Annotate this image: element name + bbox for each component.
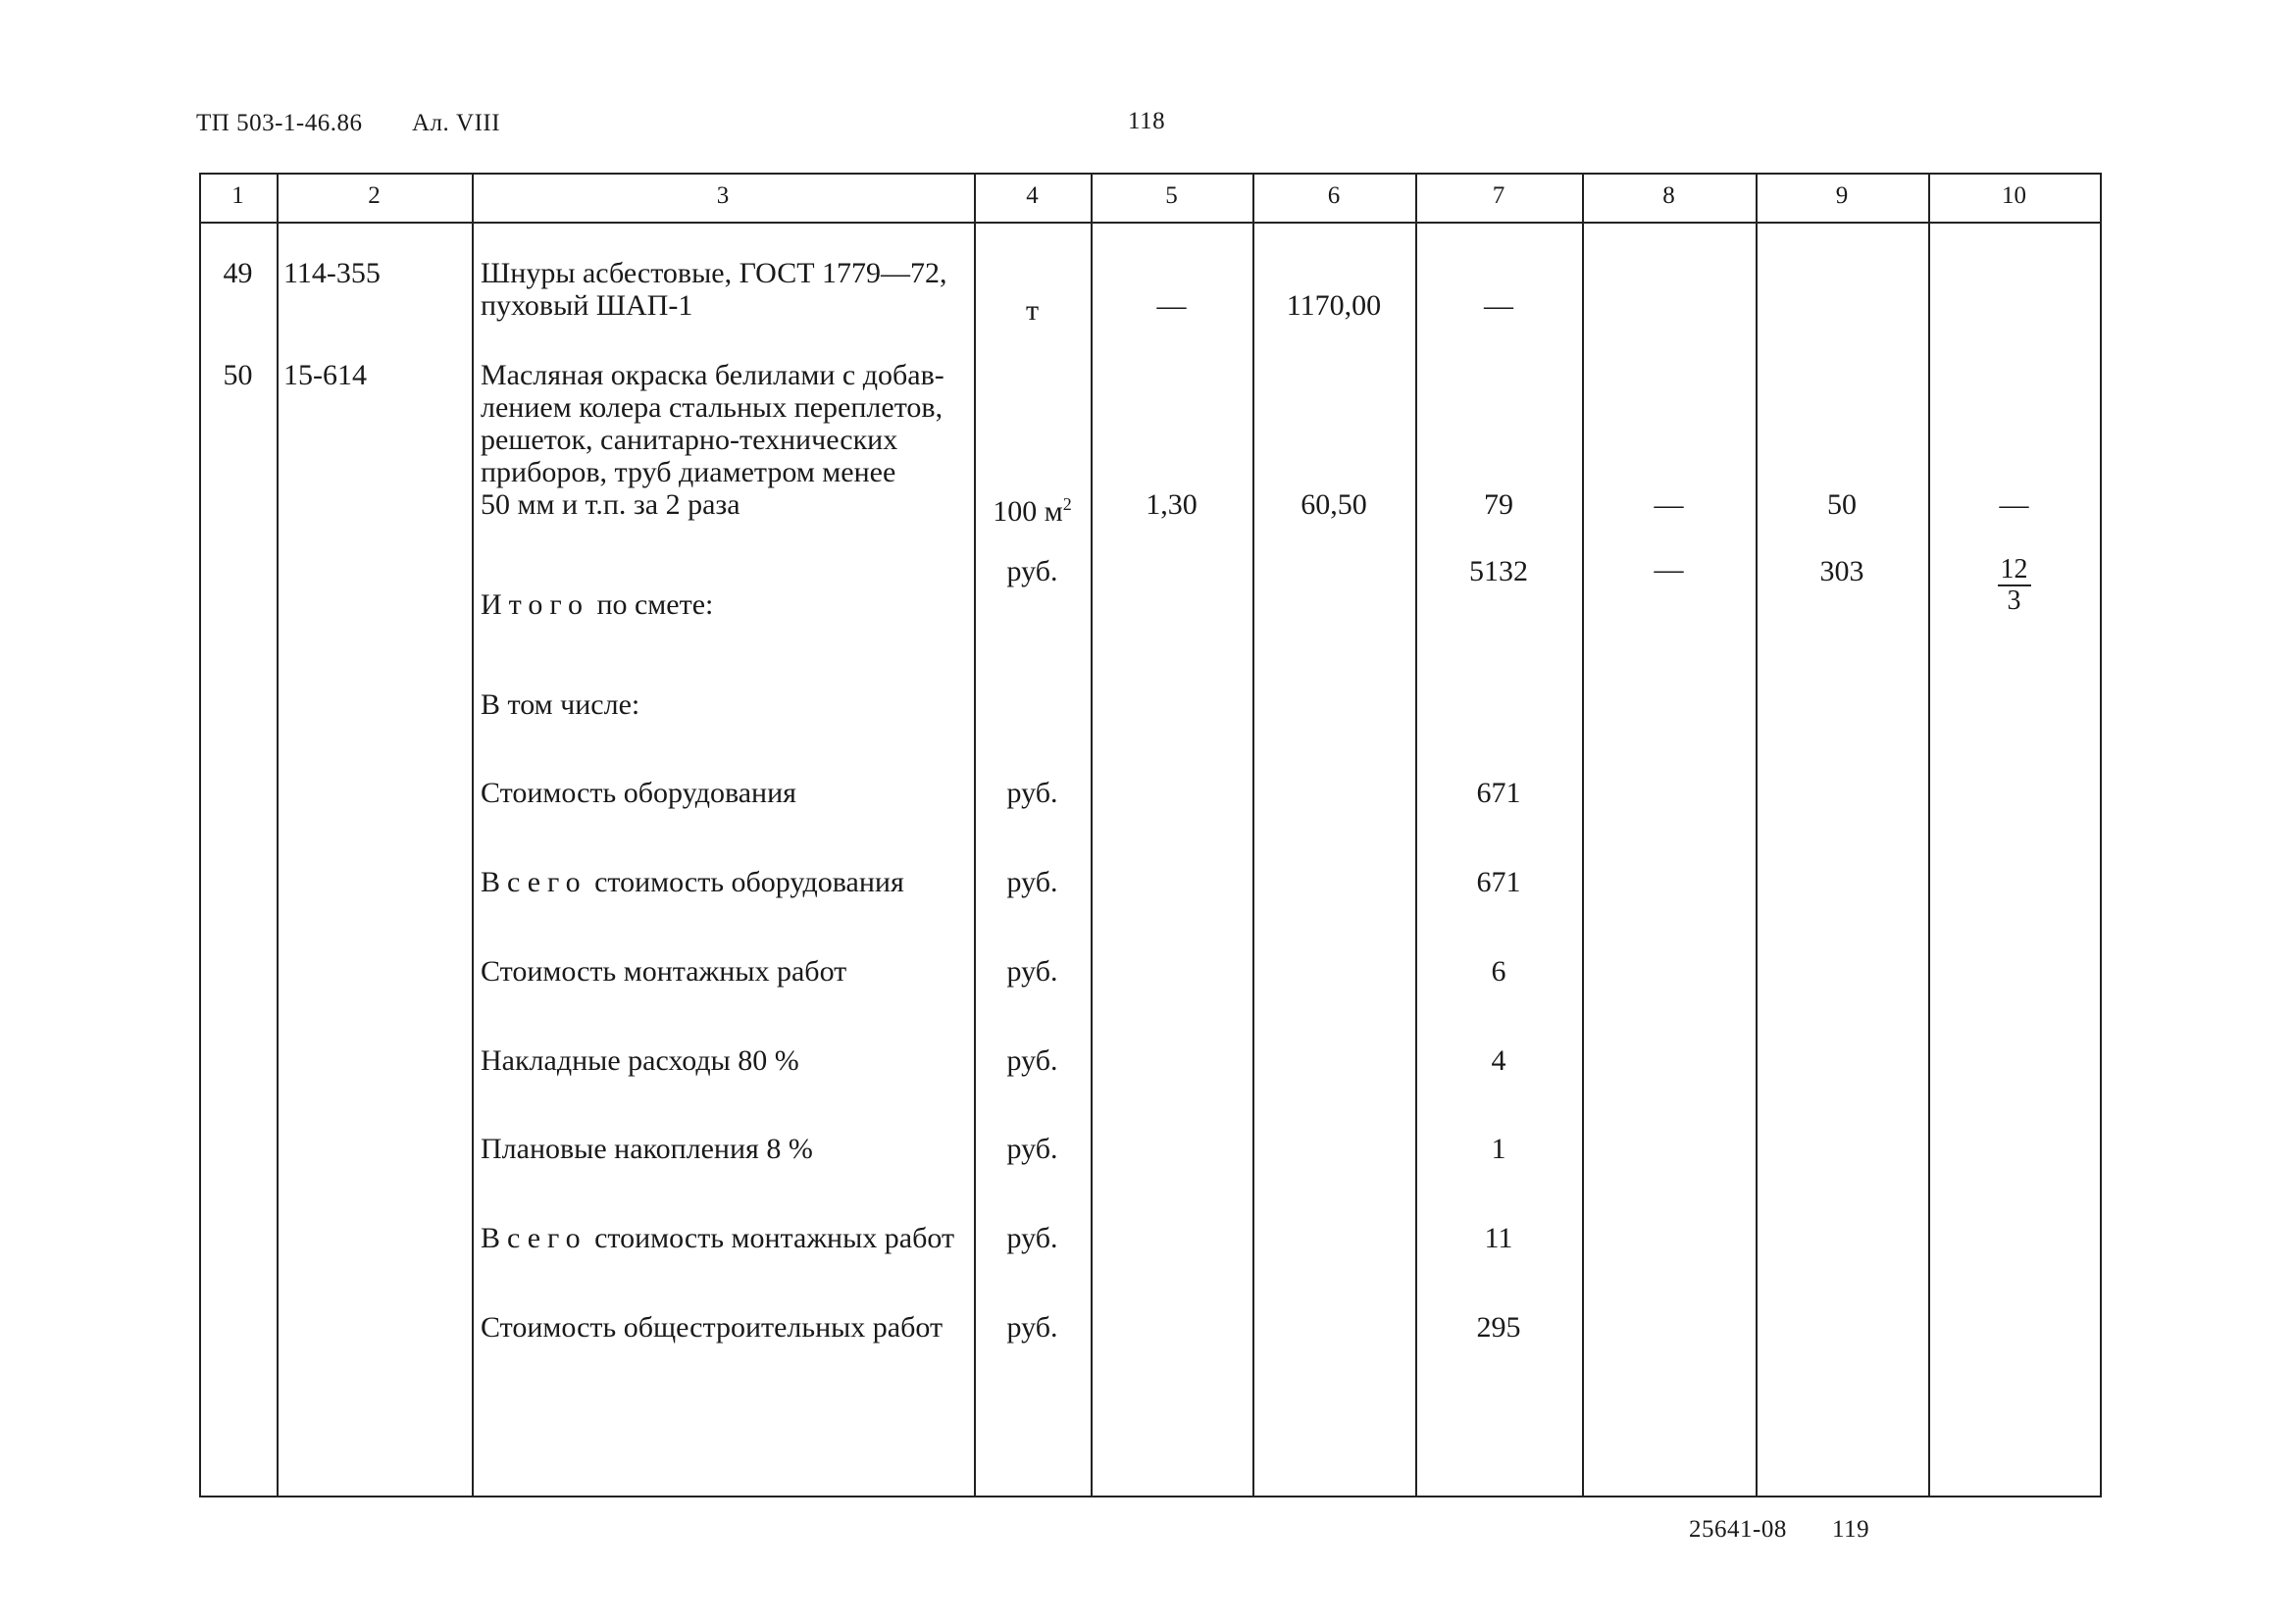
summary-label-rest: стоимость оборудования xyxy=(594,866,904,898)
row-number: 50 xyxy=(223,359,253,391)
fraction-denominator: 3 xyxy=(2007,585,2021,616)
total-cost-cell: 79 xyxy=(1484,488,1513,521)
col-border xyxy=(277,173,279,1497)
total-label-rest: по смете: xyxy=(596,588,714,621)
column-number: 7 xyxy=(1492,182,1505,209)
unit-cell: руб. xyxy=(1006,1222,1058,1254)
summary-label-spaced: Всего xyxy=(481,1222,587,1254)
unit-cell: руб. xyxy=(1006,1044,1058,1077)
col-border xyxy=(1415,173,1417,1497)
unit-cell: руб. xyxy=(1006,777,1058,809)
table-bottom-border xyxy=(199,1496,2102,1497)
item-name-line: лением колера стальных переплетов, xyxy=(481,391,944,424)
unit-cell xyxy=(974,488,1091,528)
item-name-line: решеток, санитарно-технических xyxy=(481,424,898,456)
col8-cell: — xyxy=(1654,553,1684,585)
total-cost-cell: 1 xyxy=(1491,1133,1506,1165)
unit-cell: руб. xyxy=(1006,555,1058,587)
doc-code: ТП 503-1-46.86 xyxy=(196,110,363,136)
fraction-numerator: 12 xyxy=(1998,555,2031,586)
estimate-table xyxy=(199,173,2102,1497)
summary-label: Стоимость монтажных работ xyxy=(481,955,847,988)
col-border xyxy=(1928,173,1930,1497)
item-name-line: Шнуры асбестовые, ГОСТ 1779—72, xyxy=(481,257,947,289)
col-border xyxy=(472,173,474,1497)
unit-cell: руб. xyxy=(1006,1133,1058,1165)
col8-cell: — xyxy=(1654,488,1684,521)
total-cost-cell: 4 xyxy=(1491,1044,1506,1077)
col-border xyxy=(1756,173,1758,1497)
summary-label: Стоимость оборудования xyxy=(481,777,796,809)
col10-fraction-cell xyxy=(1928,555,2100,616)
summary-label xyxy=(481,1222,954,1254)
row-number: 49 xyxy=(223,257,253,289)
page-number: 118 xyxy=(1128,108,1166,134)
total-cost-cell: 11 xyxy=(1484,1222,1513,1254)
rate-code: 114-355 xyxy=(283,257,381,289)
footer-page: 119 xyxy=(1832,1516,1870,1543)
qty-cell: — xyxy=(1156,289,1187,322)
total-label-spaced: Итого xyxy=(481,588,589,621)
item-name-line: 50 мм и т.п. за 2 раза xyxy=(481,488,740,521)
total-cost-cell: 6 xyxy=(1491,955,1506,988)
unit-cell: руб. xyxy=(1006,1311,1058,1344)
col-border xyxy=(1091,173,1093,1497)
col-border xyxy=(974,173,976,1497)
col9-cell: 303 xyxy=(1819,555,1864,587)
col-border xyxy=(1252,173,1254,1497)
column-number: 3 xyxy=(716,182,730,209)
total-cost-cell: 295 xyxy=(1476,1311,1521,1344)
summary-label-spaced: Всего xyxy=(481,866,587,898)
col-border xyxy=(1582,173,1584,1497)
album-label: Ал. VIII xyxy=(412,110,501,136)
column-number: 5 xyxy=(1165,182,1178,209)
unit-cell: руб. xyxy=(1006,866,1058,898)
item-name-line: Масляная окраска белилами с добав- xyxy=(481,359,944,391)
summary-label: Стоимость общестроительных работ xyxy=(481,1311,944,1344)
fraction xyxy=(1998,555,2031,616)
col9-cell: 50 xyxy=(1827,488,1857,521)
col-border xyxy=(2100,173,2102,1497)
column-number: 2 xyxy=(368,182,381,209)
unit-price-cell: 60,50 xyxy=(1300,488,1367,521)
including-label: В том числе: xyxy=(481,688,640,721)
qty-cell: 1,30 xyxy=(1146,488,1198,521)
unit-text: 100 м xyxy=(993,495,1063,528)
summary-label: Накладные расходы 80 % xyxy=(481,1044,799,1077)
table-top-border xyxy=(199,173,2102,175)
header-row-border xyxy=(199,222,2102,224)
column-number: 6 xyxy=(1327,182,1341,209)
unit-price-cell: 1170,00 xyxy=(1286,289,1382,322)
total-cost-cell: 671 xyxy=(1476,777,1521,809)
item-name-line: пуховый ШАП-1 xyxy=(481,289,693,322)
summary-label xyxy=(481,866,904,898)
total-cost-cell: — xyxy=(1484,289,1513,322)
column-number: 9 xyxy=(1835,182,1849,209)
column-number: 8 xyxy=(1662,182,1675,209)
unit-cell: руб. xyxy=(1006,955,1058,988)
unit-superscript: 2 xyxy=(1062,494,1072,514)
footer-code: 25641-08 xyxy=(1689,1516,1787,1543)
total-label xyxy=(481,588,713,621)
column-number: 1 xyxy=(231,182,244,209)
unit-cell: т xyxy=(1025,294,1040,327)
total-cost-cell: 5132 xyxy=(1469,555,1528,587)
summary-label: Плановые накопления 8 % xyxy=(481,1133,813,1165)
total-cost-cell: 671 xyxy=(1476,866,1521,898)
item-name-line: приборов, труб диаметром менее xyxy=(481,456,896,488)
summary-label-rest: стоимость монтажных работ xyxy=(594,1222,955,1254)
column-number: 10 xyxy=(2002,182,2026,209)
column-number: 4 xyxy=(1026,182,1039,209)
rate-code: 15-614 xyxy=(283,359,367,391)
col10-cell: — xyxy=(1999,488,2029,521)
